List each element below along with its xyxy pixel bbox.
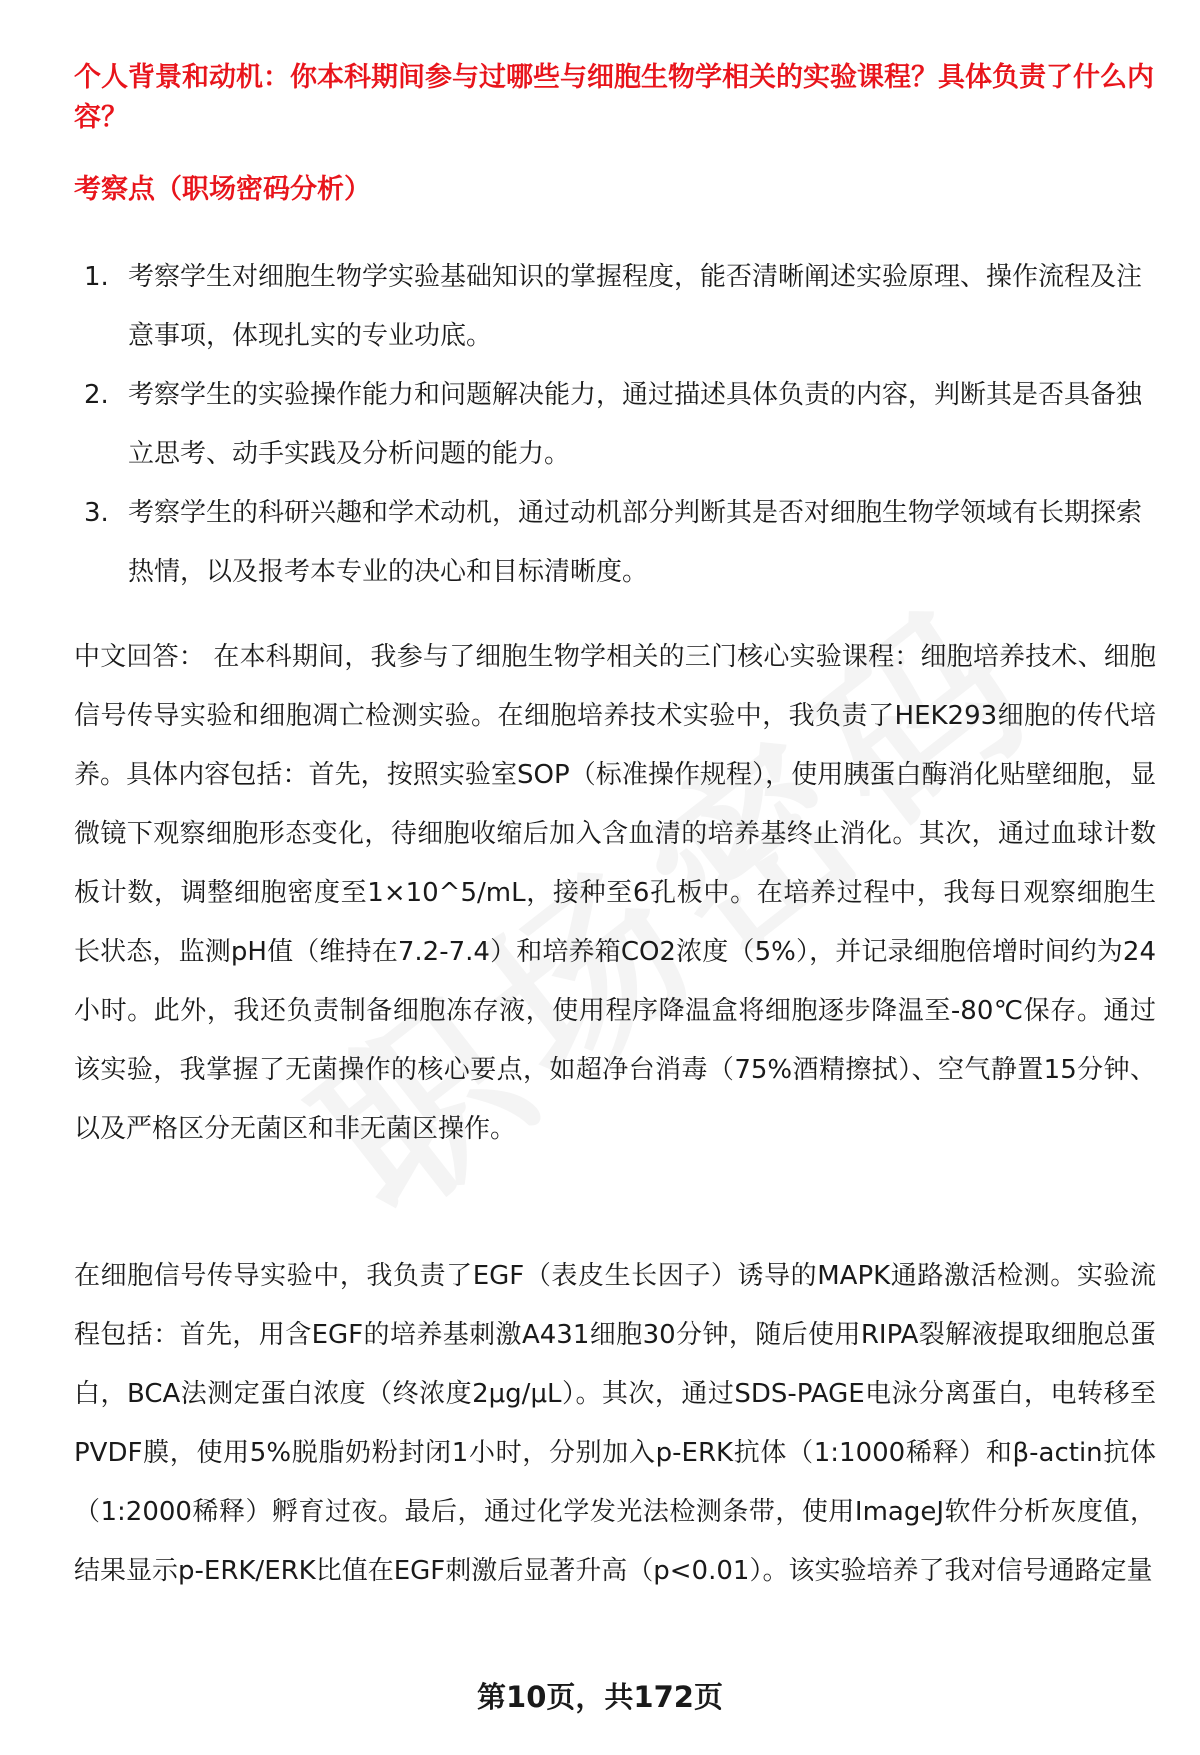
section-title: 考察点（职场密码分析） xyxy=(74,174,371,205)
answer-paragraph: 在细胞信号传导实验中，我负责了EGF（表皮生长因子）诱导的MAPK通路激活检测。实验流程包括：首先，用含EGF的培养基刺激A431细胞30分钟，随后使用RIPA裂解液提取细胞总蛋白，BCA法测定蛋白浓度（终浓度2μg/μL）。其次，通过SDS-PAGE电泳分离蛋白，电转移至PVDF膜，使用5%脱脂奶粉封闭1小时，分别加入p-ERK抗体（1:1000稀释）和β-actin抗体（1:2000稀释）孵育过夜。最后，通过化学发光法检测条带，使用ImageJ软件分析灰度值，结果显示p-ERK/ERK比值在EGF刺激后显著升高（p<0.01）。该实验培养了我对信号通路定量 xyxy=(74,1261,1156,1586)
list-item-text: 考察学生的实验操作能力和问题解决能力，通过描述具体负责的内容，判断其是否具备独立思考、动手实践及分析问题的能力。 xyxy=(128,380,1143,469)
list-item-text: 考察学生对细胞生物学实验基础知识的掌握程度，能否清晰阐述实验原理、操作流程及注意事项，体现扎实的专业功底。 xyxy=(128,262,1143,351)
evaluation-points-list xyxy=(74,248,1154,602)
list-item-text: 考察学生的科研兴趣和学术动机，通过动机部分判断其是否对细胞生物学领域有长期探索热情，以及报考本专业的决心和目标清晰度。 xyxy=(128,498,1143,587)
list-item-number: 3. xyxy=(84,498,109,528)
page-number-footer: 第10页，共172页 xyxy=(477,1680,723,1714)
question-heading: 个人背景和动机：你本科期间参与过哪些与细胞生物学相关的实验课程？具体负责了什么内容？ xyxy=(74,62,1154,133)
list-item-number: 2. xyxy=(84,380,109,410)
list-item-number: 1. xyxy=(84,262,109,292)
list-item xyxy=(74,484,1154,602)
list-item xyxy=(74,366,1154,484)
answer-paragraph: 中文回答： 在本科期间，我参与了细胞生物学相关的三门核心实验课程：细胞培养技术、细胞信号传导实验和细胞凋亡检测实验。在细胞培养技术实验中，我负责了HEK293细胞的传代培养。具体内容包括：首先，按照实验室SOP（标准操作规程），使用胰蛋白酶消化贴壁细胞，显微镜下观察细胞形态变化，待细胞收缩后加入含血清的培养基终止消化。其次，通过血球计数板计数，调整细胞密度至1×10^5/mL，接种至6孔板中。在培养过程中，我每日观察细胞生长状态，监测pH值（维持在7.2-7.4）和培养箱CO2浓度（5%），并记录细胞倍增时间约为24小时。此外，我还负责制备细胞冻存液，使用程序降温盒将细胞逐步降温至-80℃保存。通过该实验，我掌握了无菌操作的核心要点，如超净台消毒（75%酒精擦拭）、空气静置15分钟、以及严格区分无菌区和非无菌区操作。 xyxy=(74,642,1156,1144)
list-item xyxy=(74,248,1154,366)
